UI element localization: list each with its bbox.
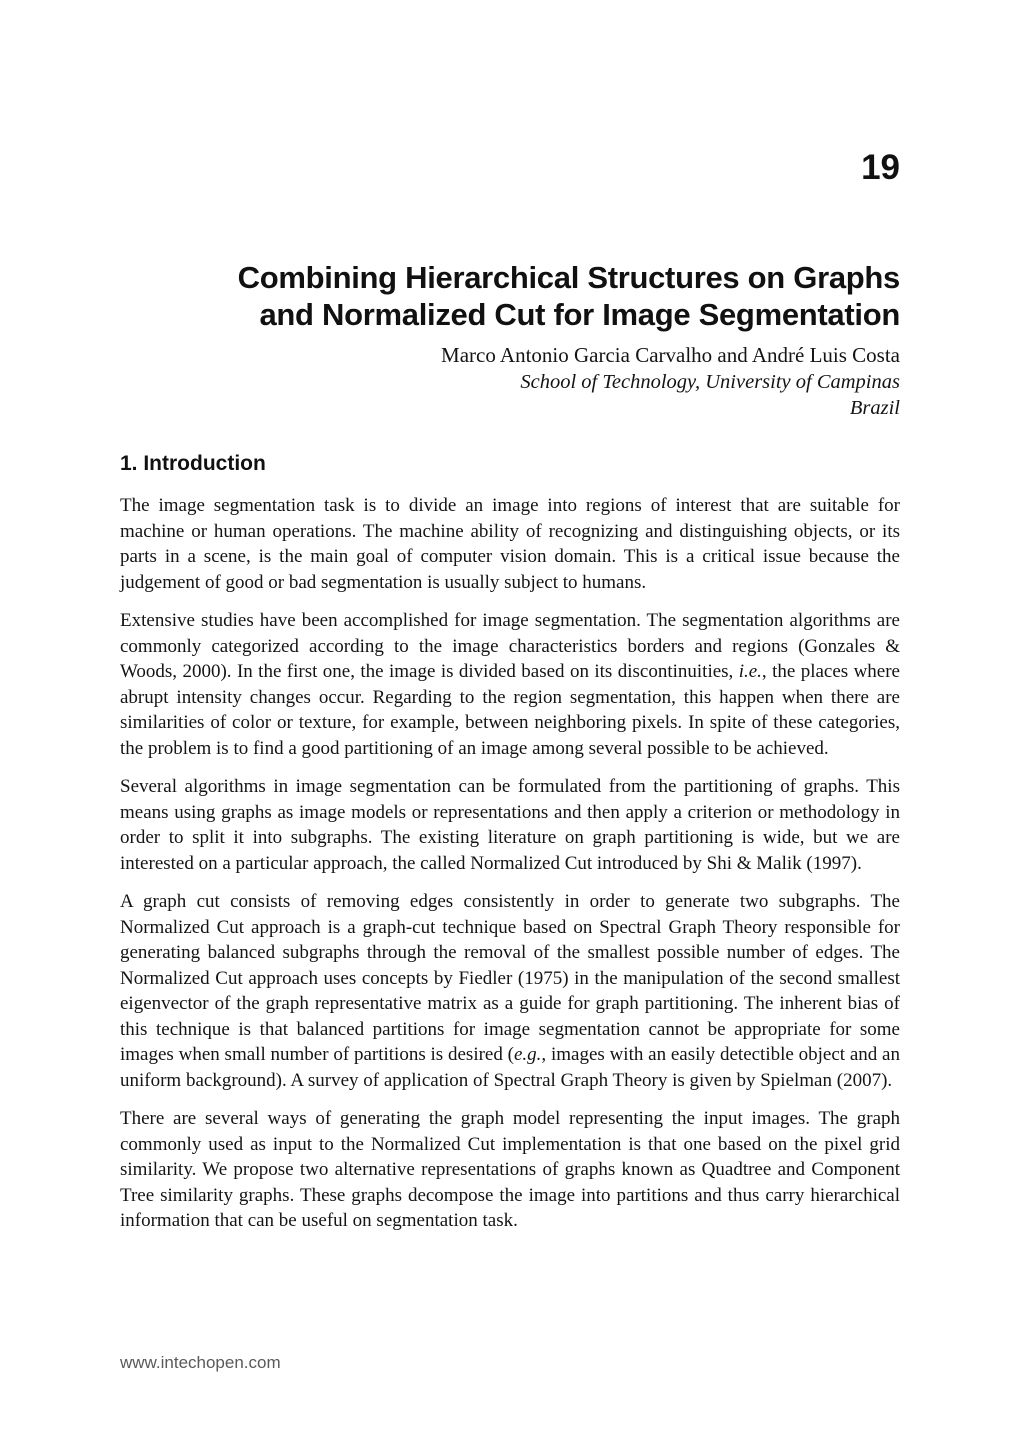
italic-term: e.g.: [513, 1044, 542, 1065]
introduction-section: [120, 452, 900, 1247]
chapter-title: [120, 259, 900, 333]
byline: [120, 341, 900, 421]
paragraph-segment: Extensive studies have been accomplished for image segmentation. The segmentation algorithms are commonly categorized according to the image characteristics borders and regions (Gonzales & Woods, 2000). In the first one, the image is divided based on its discontinuities,: [120, 610, 900, 682]
paragraph-segment: The image segmentation task is to divide an image into regions of interest that are suitable for machine or human operations. The machine ability of recognizing and distinguishing objects, or its parts in a scene, is the main goal of computer vision domain. This is a critical issue because the judgement of good or bad segmentation is usually subject to humans.: [120, 495, 900, 593]
affiliation: School of Technology, University of Campinas: [520, 371, 900, 393]
authors: Marco Antonio Garcia Carvalho and André Luis Costa: [441, 343, 900, 367]
page-number: 19: [861, 148, 900, 187]
paragraph-segment: A graph cut consists of removing edges consistently in order to generate two subgraphs. The Normalized Cut approach is a graph-cut technique based on Spectral Graph Theory responsible for generating balanced subgraphs through the removal of the smallest possible number of edges. The Normalized Cut approach uses concepts by Fiedler (1975) in the manipulation of the second smallest eigenvector of the graph representative matrix as a guide for graph partitioning. The inherent bias of this technique is that balanced partitions for image segmentation cannot be appropriate for some images when small number of partitions is desired (: [120, 891, 900, 1065]
section-heading: 1. Introduction: [120, 452, 266, 475]
italic-term: i.e.: [738, 661, 762, 682]
paragraph: [120, 608, 900, 761]
intro-paragraphs: [120, 493, 900, 1234]
chapter-title-line1: Combining Hierarchical Structures on Graphs: [237, 259, 900, 295]
chapter-title-line2: and Normalized Cut for Image Segmentation: [259, 296, 900, 332]
paragraph-segment: , the places where abrupt intensity changes occur. Regarding to the region segmentation, this happen when there are similarities of color or texture, for example, between neighboring pixels. In spite of these categories, the problem is to find a good partitioning of an image among several possible to be achieved.: [120, 661, 900, 759]
paragraph-segment: , images with an easily detectible object and an uniform background). A survey of application of Spectral Graph Theory is given by Spielman (2007).: [120, 1044, 900, 1091]
paragraph: [120, 774, 900, 876]
paragraph-segment: Several algorithms in image segmentation can be formulated from the partitioning of graphs. This means using graphs as image models or representations and then apply a criterion or methodology in order to split it into subgraphs. The existing literature on graph partitioning is wide, but we are interested on a particular approach, the called Normalized Cut introduced by Shi & Malik (1997).: [120, 776, 900, 874]
footer-url[interactable]: www.intechopen.com: [120, 1353, 281, 1372]
country: Brazil: [849, 397, 900, 419]
paragraph: [120, 1106, 900, 1234]
paragraph: [120, 889, 900, 1093]
paragraph: [120, 493, 900, 595]
paragraph-segment: There are several ways of generating the graph model representing the input images. The graph commonly used as input to the Normalized Cut implementation is that one based on the pixel grid similarity. We propose two alternative representations of graphs known as Quadtree and Component Tree similarity graphs. These graphs decompose the image into partitions and thus carry hierarchical information that can be useful on segmentation task.: [120, 1108, 900, 1231]
